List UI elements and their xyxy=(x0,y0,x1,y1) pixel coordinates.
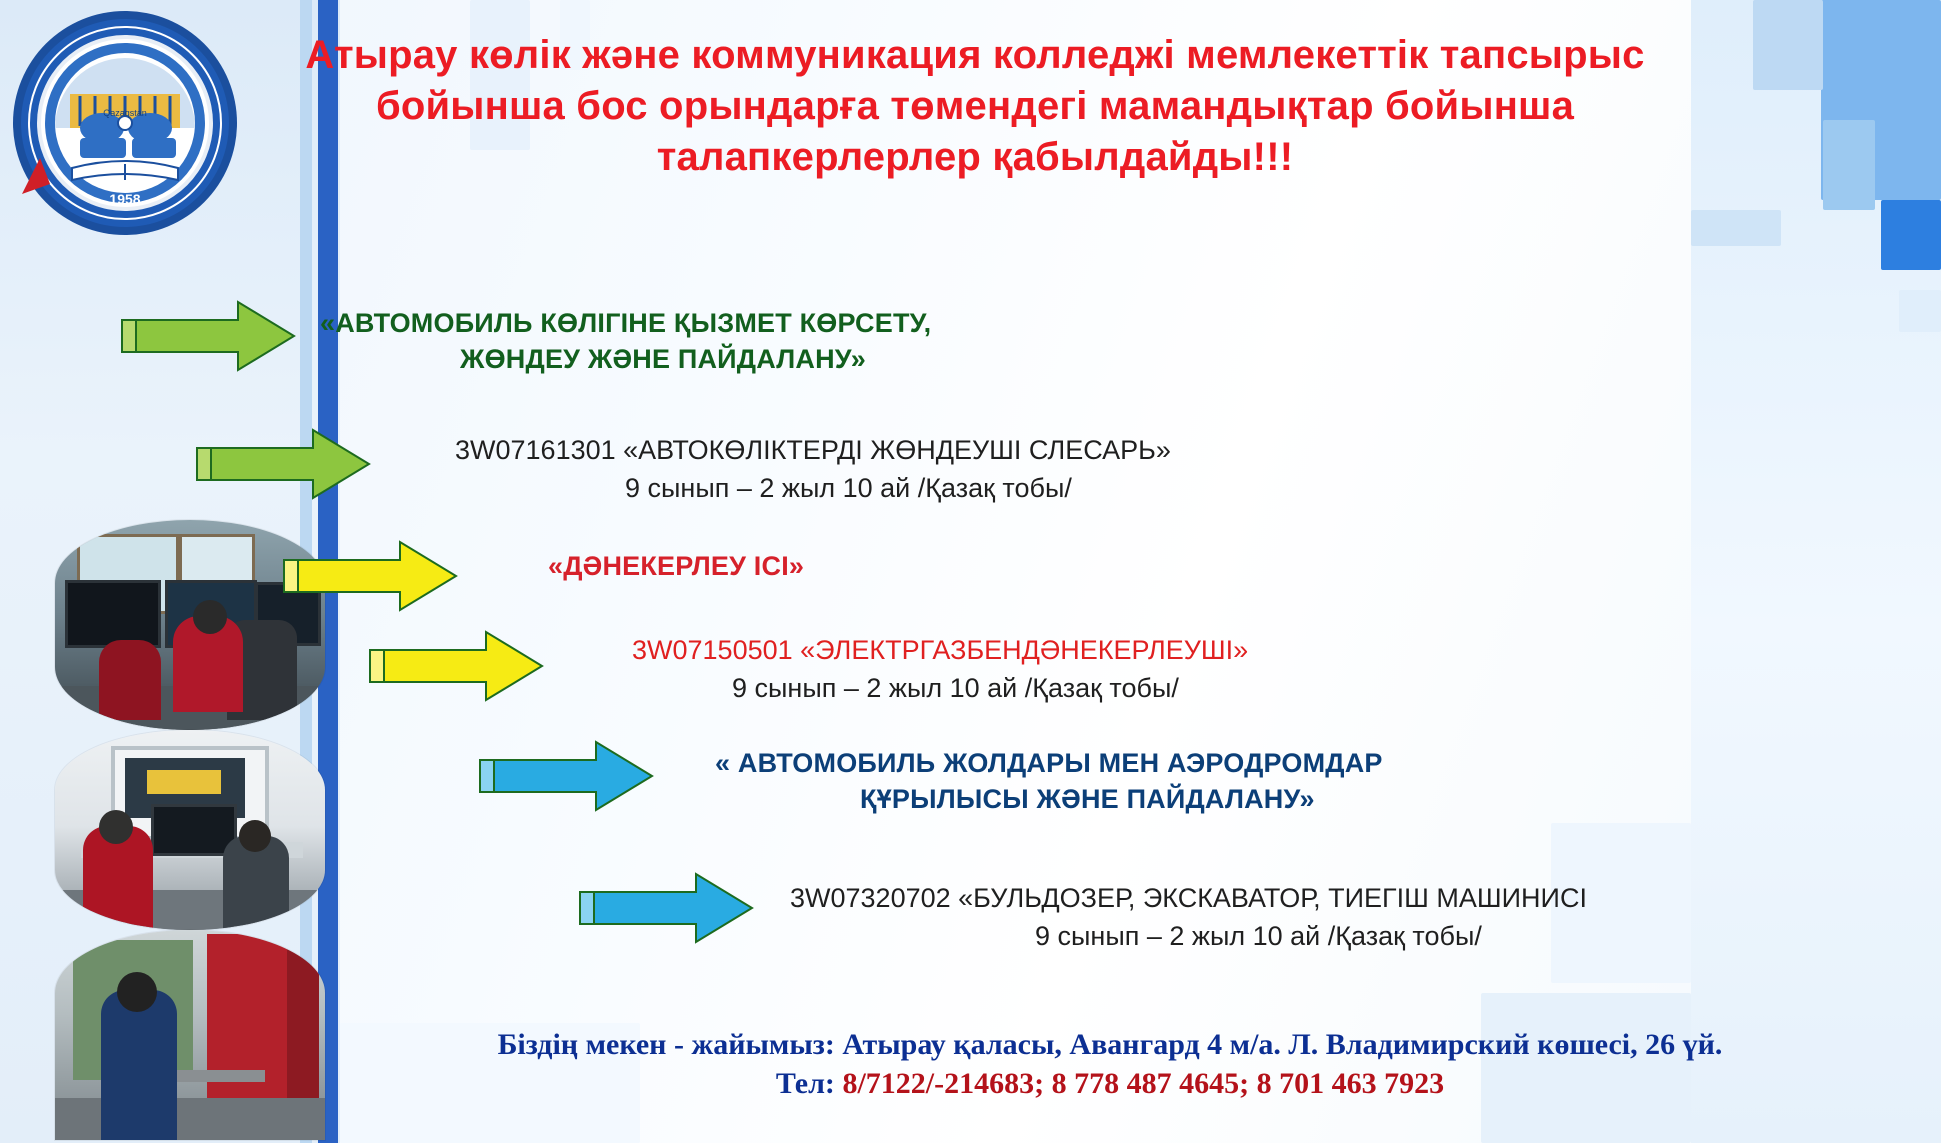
qualification-3 xyxy=(790,880,1910,956)
arrow-qualification-3 xyxy=(578,872,754,944)
decor-square-mid-right-2 xyxy=(1691,210,1781,246)
qualification-2-line: 3W07150501 «ЭЛЕКТРГАЗБЕНДӘНЕКЕРЛЕУШІ» xyxy=(632,635,1249,665)
footer-phone-numbers: 8/7122/-214683; 8 778 487 4645; 8 701 463 7923 xyxy=(842,1067,1445,1100)
qualification-2 xyxy=(632,632,1732,708)
qualification-3-details: 9 сынып – 2 жыл 10 ай /Қазақ тобы/ xyxy=(1035,920,1482,951)
qualification-1-line: 3W07161301 «АВТОКӨЛІКТЕРДІ ЖӨНДЕУШІ СЛЕСАРЬ» xyxy=(455,435,1171,465)
arrow-qualification-1 xyxy=(195,428,371,500)
decor-square-top-right-3 xyxy=(1823,120,1875,210)
footer-address: Біздің мекен - жайымыз: Атырау қаласы, Авангард 4 м/а. Л. Владимирский көшесі, 26 үй. xyxy=(497,1028,1723,1061)
qualification-1 xyxy=(455,432,1555,508)
page-title: Атырау көлік және коммуникация колледжі мемлекеттік тапсырыс бойынша бос орындарға төмендегі мамандықтар бойынша талапкерлерлер қабылдайды!!! xyxy=(305,33,1645,180)
qualification-2-details: 9 сынып – 2 жыл 10 ай /Қазақ тобы/ xyxy=(732,672,1179,703)
arrow-specialty-1 xyxy=(120,300,296,372)
arrow-specialty-2 xyxy=(282,540,458,612)
arrow-specialty-3 xyxy=(478,740,654,812)
qualification-1-details: 9 сынып – 2 жыл 10 ай /Қазақ тобы/ xyxy=(625,472,1072,503)
footer-phone-label: Тел: xyxy=(775,1067,835,1100)
footer-phone-row xyxy=(300,1064,1920,1103)
specialty-1-title xyxy=(320,305,1320,378)
specialty-3-title-line-1: « АВТОМОБИЛЬ ЖОЛДАРЫ МЕН АЭРОДРОМДАР xyxy=(715,748,1383,778)
logo-year: 1958 xyxy=(109,191,141,207)
photo-welding-booth xyxy=(55,930,325,1140)
specialty-3-title-line-2: ҚҰРЫЛЫСЫ ЖӘНЕ ПАЙДАЛАНУ» xyxy=(860,784,1315,815)
college-logo-icon xyxy=(10,8,240,238)
logo-center-label: Qazaqstan xyxy=(103,108,147,118)
specialty-3-title xyxy=(715,745,1815,818)
specialty-1-title-line-1: «АВТОМОБИЛЬ КӨЛІГІНЕ ҚЫЗМЕТ КӨРСЕТУ, xyxy=(320,308,932,338)
college-logo xyxy=(10,8,240,238)
decor-square-top-right-2 xyxy=(1753,0,1823,90)
footer-contact xyxy=(300,1025,1920,1103)
qualification-3-line: 3W07320702 «БУЛЬДОЗЕР, ЭКСКАВАТОР, ТИЕГІШ МАШИНИСІ xyxy=(790,883,1587,913)
decor-square-mid-right-3 xyxy=(1899,290,1941,332)
specialty-1-title-line-2: ЖӨНДЕУ ЖӘНЕ ПАЙДАЛАНУ» xyxy=(460,344,866,375)
specialty-2-title xyxy=(548,548,1448,584)
photo-welding-simulator xyxy=(55,730,325,930)
specialty-2-title-text: «ДӘНЕКЕРЛЕУ ІСІ» xyxy=(548,551,805,581)
decor-square-mid-right xyxy=(1881,200,1941,270)
arrow-qualification-2 xyxy=(368,630,544,702)
